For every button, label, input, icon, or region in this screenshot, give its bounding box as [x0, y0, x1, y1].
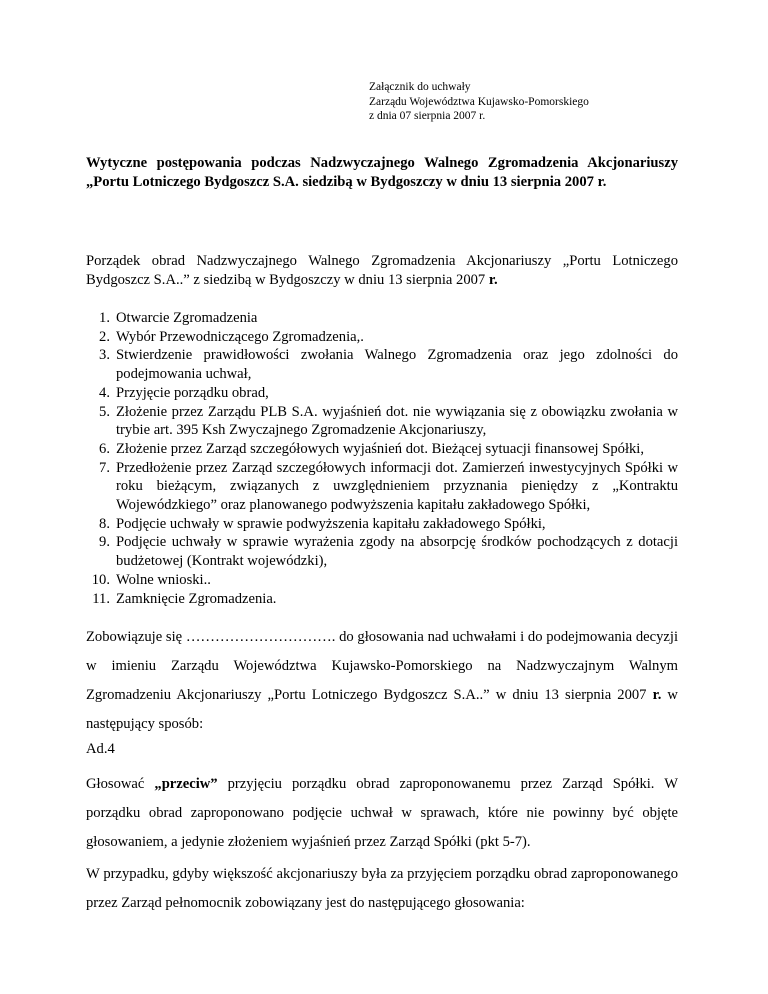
agenda-item-text: Złożenie przez Zarządu PLB S.A. wyjaśnień dot. nie wywiązania się z obowiązku zwołania w trybie art. 395 Ksh Zwyczajnego Zgromadzenie Akcjonariuszy,: [116, 403, 678, 439]
agenda-item-text: Wybór Przewodniczącego Zgromadzenia,.: [116, 328, 364, 345]
ad4-bold-against: „przeciw”: [154, 776, 218, 792]
agenda-item-number: 5.: [99, 403, 110, 420]
agenda-item: [86, 384, 678, 403]
agenda-item-number: 3.: [99, 347, 110, 364]
agenda-item: [86, 403, 678, 440]
agenda-item-text: Przedłożenie przez Zarząd szczegółowych informacji dot. Zamierzeń inwestycyjnych Spółki w roku bieżącym, związanych z uwzględnieniem przyznania pieniędzy z „Kontraktu Wojewódzkiego” oraz planowanego podwyższenia kapitału zakładowego Spółki,: [116, 459, 678, 514]
agenda-item-number: 2.: [99, 328, 110, 345]
annex-header: [369, 80, 589, 124]
agenda-item: [86, 515, 678, 534]
commitment-bold-r: r.: [652, 687, 662, 703]
document-title: Wytyczne postępowania podczas Nadzwyczajnego Walnego Zgromadzenia Akcjonariuszy „Portu Lotniczego Bydgoszcz S.A. siedzibą w Bydgoszczy w dniu 13 sierpnia 2007 r.: [86, 155, 678, 190]
agenda-item-number: 8.: [99, 515, 110, 532]
agenda-intro-bold-r: r.: [488, 272, 498, 288]
agenda-intro: [86, 252, 678, 290]
ad4-heading: Ad.4: [86, 741, 115, 757]
agenda-item: [86, 459, 678, 515]
agenda-item-text: Podjęcie uchwały w sprawie podwyższenia kapitału zakładowego Spółki,: [116, 515, 546, 532]
agenda-item: [86, 440, 678, 459]
agenda-item-text: Przyjęcie porządku obrad,: [116, 384, 269, 401]
agenda-item-number: 7.: [99, 459, 110, 476]
agenda-item-text: Złożenie przez Zarząd szczegółowych wyjaśnień dot. Bieżącej sytuacji finansowej Spółki,: [116, 440, 645, 457]
agenda-list: [86, 309, 678, 608]
agenda-item-number: 9.: [99, 534, 110, 551]
agenda-item: [86, 309, 678, 328]
agenda-item-text: Otwarcie Zgromadzenia: [116, 310, 258, 326]
agenda-item-number: 1.: [99, 310, 110, 326]
ad4-text-before: Głosować: [86, 776, 155, 792]
commitment-text-after: w następujący sposób:: [86, 687, 678, 732]
ad4-paragraph: [86, 770, 678, 857]
ad4-text-after: przyjęciu porządku obrad zaproponowanemu przez Zarząd Spółki. W porządku obrad zaproponowano podjęcie uchwał w sprawach, które nie powinny być objęte głosowaniem, a jedynie złożeniem wyjaśnień przez Zarząd Spółki (pkt 5-7).: [86, 776, 678, 850]
agenda-intro-text: Porządek obrad Nadzwyczajnego Walnego Zgromadzenia Akcjonariuszy „Portu Lotniczego Bydgoszcz S.A..” z siedzibą w Bydgoszczy w dniu 13 sierpnia 2007: [86, 253, 678, 288]
agenda-item: [86, 346, 678, 383]
agenda-item-text: Stwierdzenie prawidłowości zwołania Walnego Zgromadzenia oraz jego zdolności do podejmowania uchwał,: [116, 347, 678, 383]
fallback-paragraph: W przypadku, gdyby większość akcjonariuszy była za przyjęciem porządku obrad zaproponowanego przez Zarząd pełnomocnik zobowiązany jest do następującego głosowania:: [86, 866, 678, 911]
annex-line-3: z dnia 07 sierpnia 2007 r.: [369, 110, 486, 122]
agenda-item: [86, 328, 678, 347]
agenda-item-text: Wolne wnioski..: [116, 571, 211, 588]
agenda-item-text: Zamknięcie Zgromadzenia.: [116, 590, 277, 607]
commitment-text: Zobowiązuje się …………………………. do głosowania nad uchwałami i do podejmowania decyzji w imieniu Zarządu Województwa Kujawsko-Pomorskiego na Nadzwyczajnym Walnym Zgromadzeniu Akcjonariuszy „Portu Lotniczego Bydgoszcz S.A..” w dniu 13 sierpnia 2007: [86, 629, 678, 703]
annex-line-1: Załącznik do uchwały: [369, 81, 471, 93]
agenda-item-number: 10.: [91, 571, 110, 588]
agenda-item: [86, 590, 678, 609]
agenda-item: [86, 533, 678, 570]
agenda-item-number: 11.: [92, 590, 110, 607]
agenda-item-number: 6.: [99, 440, 110, 457]
annex-line-2: Zarządu Województwa Kujawsko-Pomorskiego: [369, 95, 589, 108]
agenda-item-number: 4.: [99, 384, 110, 401]
commitment-paragraph: [86, 623, 678, 739]
agenda-item: [86, 571, 678, 590]
agenda-item-text: Podjęcie uchwały w sprawie wyrażenia zgody na absorpcję środków pochodzących z dotacji budżetowej (Kontrakt wojewódzki),: [116, 534, 678, 570]
